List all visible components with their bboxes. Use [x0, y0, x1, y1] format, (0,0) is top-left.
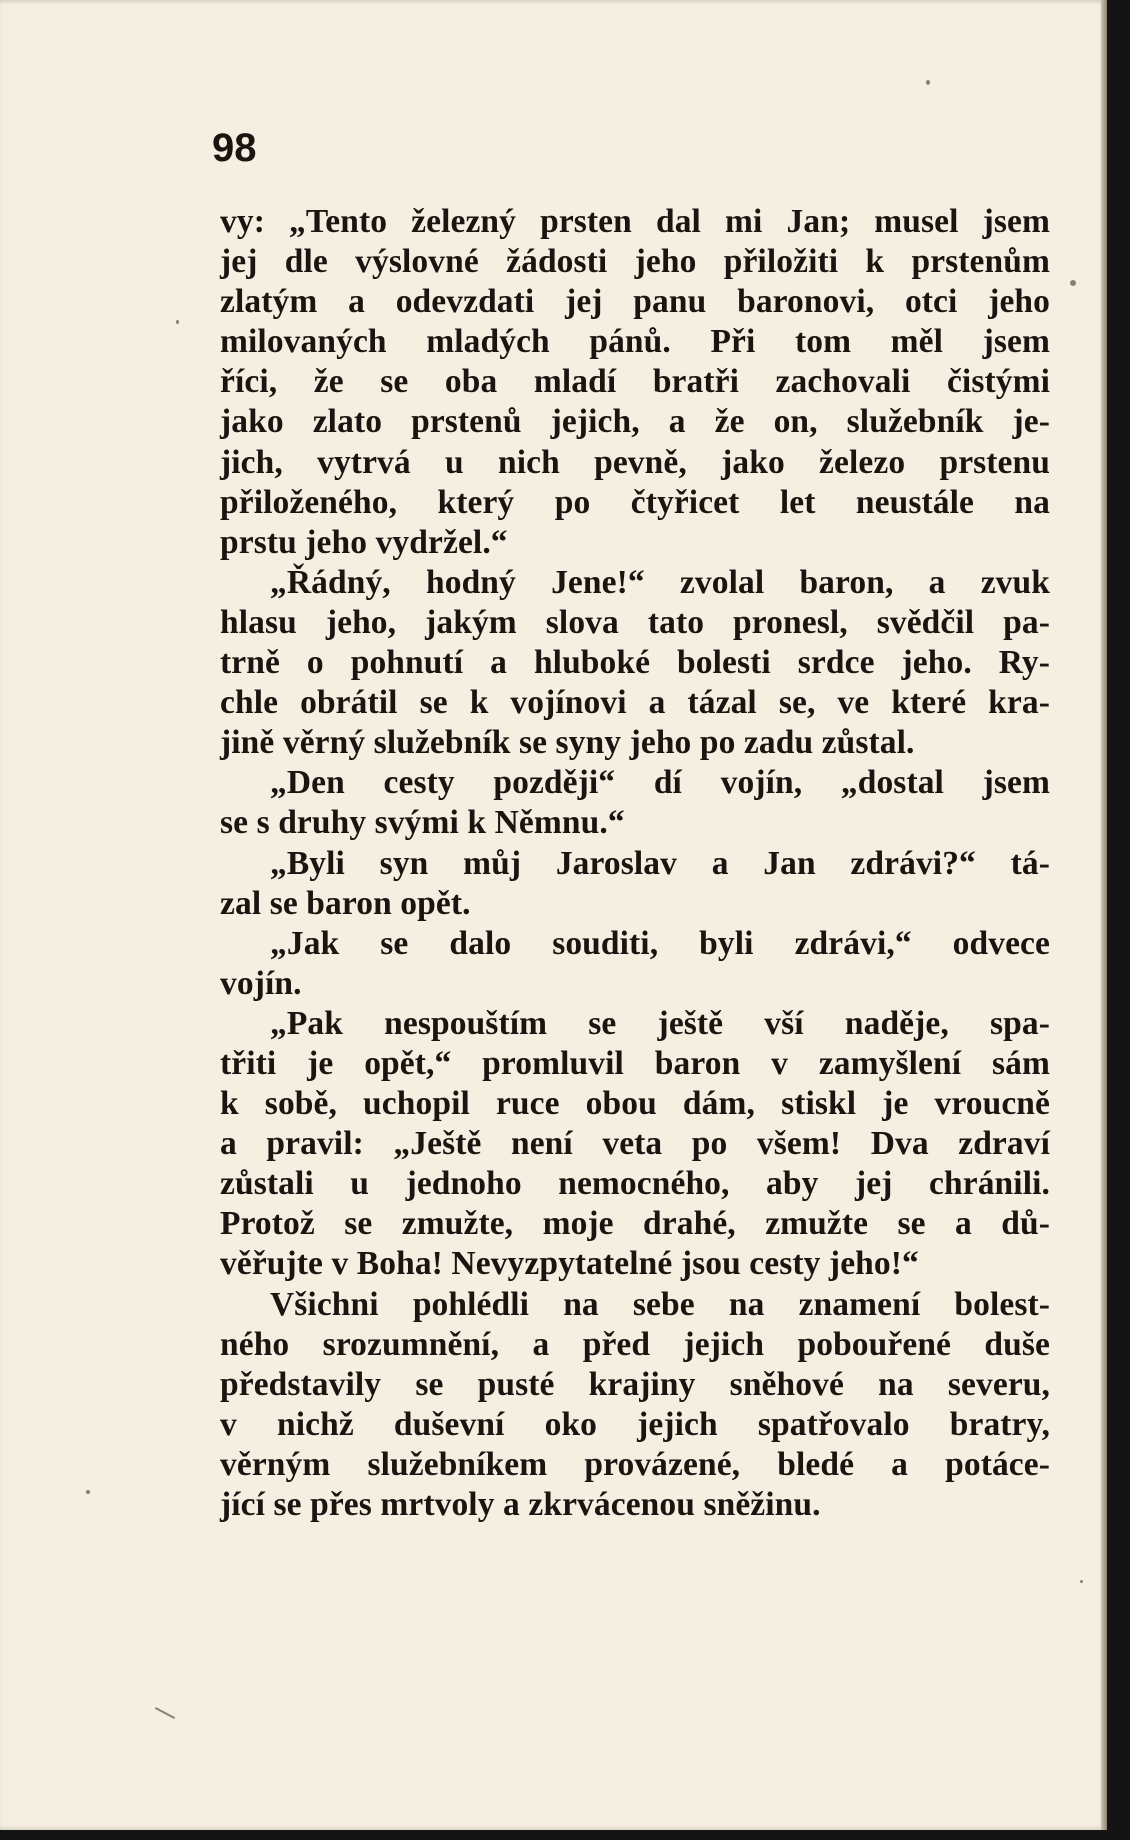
- text-line: ného srozumnění, a před jejich pobouřené duše: [220, 1325, 1050, 1363]
- paper-speck: [1080, 1580, 1083, 1583]
- text-line: prstu jeho vydržel.“: [220, 523, 508, 561]
- text-line: vojín.: [220, 964, 302, 1002]
- text-line: Všichni pohlédli na sebe na znamení bolest-: [270, 1285, 1050, 1323]
- text-line: jící se přes mrtvoly a zkrvácenou sněžinu.: [220, 1486, 821, 1523]
- paper-mark: [155, 1707, 175, 1719]
- text-line: zal se baron opět.: [220, 884, 471, 922]
- text-line: „Pak nespouštím se ještě vší naděje, spa-: [270, 1004, 1050, 1042]
- paper-speck: [926, 80, 930, 85]
- text-line: zlatým a odevzdati jej panu baronovi, otci jeho: [220, 283, 1050, 321]
- paper-speck: [1070, 280, 1076, 286]
- text-line: a pravil: „Ještě není veta po všem! Dva zdraví: [220, 1125, 1050, 1163]
- text-line: říci, že se oba mladí bratři zachovali čistými: [220, 363, 1050, 401]
- text-line: věrným služebníkem provázené, bledé a potáce-: [220, 1445, 1050, 1483]
- text-line: chle obrátil se k vojínovi a tázal se, ve které kra-: [220, 684, 1050, 722]
- body-text: [220, 202, 1050, 1525]
- paper-speck: [86, 1490, 90, 1494]
- text-line: se s druhy svými k Němnu.“: [220, 804, 625, 842]
- text-line: představily se pusté krajiny sněhové na severu,: [220, 1365, 1050, 1403]
- text-line: jako zlato prstenů jejich, a že on, služebník je-: [220, 403, 1050, 441]
- text-line: v nichž duševní oko jejich spatřovalo bratry,: [220, 1405, 1050, 1443]
- page-number: 98: [212, 126, 257, 170]
- text-line: „Jak se dalo souditi, byli zdrávi,“ odvece: [270, 924, 1050, 962]
- text-line: milovaných mladých pánů. Při tom měl jsem: [220, 323, 1050, 361]
- text-line: jej dle výslovné žádosti jeho přiložiti k prstenům: [220, 243, 1050, 281]
- text-line: trně o pohnutí a hluboké bolesti srdce jeho. Ry-: [220, 644, 1050, 682]
- text-line: jině věrný služebník se syny jeho po zadu zůstal.: [220, 724, 915, 762]
- text-line: zůstali u jednoho nemocného, aby jej chránili.: [220, 1165, 1050, 1203]
- text-line: třiti je opět,“ promluvil baron v zamyšlení sám: [220, 1044, 1050, 1082]
- text-line: hlasu jeho, jakým slova tato pronesl, svědčil pa-: [220, 603, 1050, 641]
- text-line: jich, vytrvá u nich pevně, jako železo prstenu: [220, 443, 1050, 481]
- text-line: vy: „Tento železný prsten dal mi Jan; musel jsem: [220, 203, 1050, 240]
- text-line: věřujte v Boha! Nevyzpytatelné jsou cesty jeho!“: [220, 1245, 919, 1283]
- text-line: „Řádný, hodný Jene!“ zvolal baron, a zvuk: [270, 563, 1050, 601]
- text-line: přiloženého, který po čtyřicet let neustále na: [220, 483, 1050, 521]
- text-line: „Den cesty později“ dí vojín, „dostal jsem: [270, 764, 1050, 802]
- text-line: Protož se zmužte, moje drahé, zmužte se a dů-: [220, 1205, 1050, 1243]
- text-line: k sobě, uchopil ruce obou dám, stiskl je vroucně: [220, 1085, 1050, 1123]
- page-edge-shadow: [1101, 0, 1107, 1830]
- paper-speck: [176, 320, 179, 324]
- text-line: „Byli syn můj Jaroslav a Jan zdrávi?“ tá-: [270, 844, 1050, 882]
